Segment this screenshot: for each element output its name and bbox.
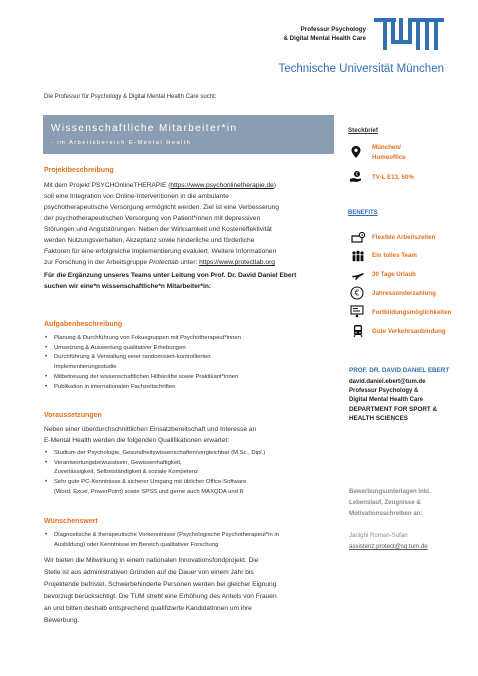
list-item-text: Ausbildung) oder Kenntnisse im Bereich qualitativer Forschung <box>54 541 219 548</box>
wishes-list <box>44 531 336 550</box>
list-item: • Umsetzung & Auswertung qualitativer Erhebungen <box>44 344 336 354</box>
application-contact <box>349 530 428 552</box>
project-line: Mit dem Projekt PSYCHOnlineTHERAPIE (https://www.psychonlinetherapie.de) <box>44 182 276 189</box>
tum-logo <box>374 18 444 50</box>
transit-icon <box>351 324 365 338</box>
closing-line: an und bitten deshalb entsprechend qualifizierte Kandidatinnen um ihre <box>44 605 252 612</box>
list-item <box>44 459 336 478</box>
list-item-text: Implementierungsstudie <box>54 364 117 371</box>
list-item: • Studium der Psychologie, Gesundheitswissenschaften/vergleichbar (M.Sc., Dipl.) <box>44 449 336 459</box>
location-pin-icon <box>349 145 363 159</box>
requirements-list-container <box>44 449 336 498</box>
project-line: Faktoren für eine erfolgreiche Implementierung evaluiert. Weitere Informationen <box>44 248 277 255</box>
position-subtitle: - im Arbeitsbereich E-Mental Health <box>51 140 192 146</box>
contact-block <box>349 378 437 423</box>
svg-text:€: € <box>355 171 359 177</box>
list-item-text: Durchführung & Verwaltung einer randomisiert-kontrollierten <box>54 354 211 361</box>
project-line: soll eine Integration von Online-Interventionen in die ambulante <box>44 193 229 200</box>
flexible-hours-icon <box>351 231 365 245</box>
contact-line2: Digital Mental Health Care <box>349 397 424 403</box>
euro-icon <box>350 286 364 300</box>
requirements-heading: Voraussetzungen <box>44 412 102 419</box>
closing-line: bevorzugt berücksichtigt. Die TUM strebt eine Erhöhung des Anteils von Frauen <box>44 593 277 600</box>
project-heading: Projektbeschreibung <box>44 167 114 174</box>
chair-title-line2: & Digital Mental Health Care <box>283 34 366 42</box>
list-item <box>44 353 336 372</box>
requirements-intro-line2: E-Mental Health werden die folgenden Qualifikationen erwartet: <box>44 437 230 444</box>
requirements-intro-line1: Neben einer überdurchschnittlichen Einsatzbereitschaft und Interesse an <box>44 426 257 433</box>
project-line: der psychotherapeutischen Versorgung von Patient*innen mit depressiven <box>44 215 261 222</box>
tasks-list <box>44 334 336 392</box>
call-line2: suchen wir eine*n wissenschaftliche*n Mitarbeiter*in: <box>44 283 212 290</box>
training-icon <box>350 305 364 319</box>
wishes-list-container <box>44 531 336 550</box>
steckbrief-heading: Steckbrief <box>348 127 378 134</box>
list-item-text: Zuverlässigkeit, Selbstständigkeit & soziale Kompetenz <box>54 469 199 476</box>
project-line: werden Nutzungsverhalten, Akzeptanz sowie hinderliche und förderliche <box>44 237 255 244</box>
project-line: Störungen und Angststörungen. Neben der Wirksamkeit und Kosteneffektivität <box>44 226 272 233</box>
contact-line1: Professur Psychology & <box>349 388 419 394</box>
intro-text: Die Professur für Psychology & Digital Mental Health Care sucht: <box>44 94 217 100</box>
benefit-bonus: Jahressonderzahlung <box>372 290 436 297</box>
wishes-heading: Wünschenswert <box>44 518 98 525</box>
university-name: Technische Universität München <box>278 63 444 75</box>
chair-title <box>283 26 366 43</box>
contact-email[interactable]: david.daniel.ebert@tum.de <box>349 379 426 385</box>
contact-dept1: DEPARTMENT FOR SPORT & <box>349 406 438 413</box>
benefits-heading: BENEFITS <box>348 210 378 216</box>
benefit-vacation: 30 Tage Urlaub <box>372 271 416 278</box>
team-icon <box>351 249 365 263</box>
location-line1: München/ <box>372 144 401 151</box>
closing-line: Wir bieten die Mitwirkung in einem nationalen Innovationsfondprojekt. Die <box>44 557 259 564</box>
list-item-text: Verantwortungsbewusstsein, Gewissenhaftigkeit, <box>54 459 182 466</box>
tasks-heading: Aufgabenbeschreibung <box>44 321 123 328</box>
application-email[interactable]: assistenz.protect@sg.tum.de <box>349 543 428 550</box>
position-title: Wissenschaftliche Mitarbeiter*in <box>51 123 238 134</box>
call-line1: Für die Ergänzung unseres Teams unter Leitung von Prof. Dr. David Daniel Ebert <box>44 272 297 279</box>
benefit-team: Ein tolles Team <box>372 252 417 259</box>
location <box>372 143 406 162</box>
salary-hand-icon <box>349 170 363 184</box>
list-item: • Mitbetreuung der wissenschaftlichen Hilfskräfte sowie Praktikant*innen <box>44 373 336 383</box>
list-item <box>44 531 336 550</box>
application-info <box>349 486 431 519</box>
closing-line: Stelle ist aus administrativen Gründen auf die Dauer von einem Jahr bis <box>44 569 254 576</box>
project-line: psychotherapeutische Versorgung ermöglicht werden. Ziel ist eine Verbesserung <box>44 204 279 211</box>
application-contact-name: Janighi Roman-Sufan <box>349 532 408 539</box>
salary: TV-L E13, 50% <box>372 174 414 181</box>
project-line: zur Forschung in der Arbeitsgruppe Protectlab unter: https://www.protectlab.org <box>44 259 275 266</box>
application-line1: Bewerbungsunterlagen inkl. <box>349 488 431 495</box>
tasks-list-container <box>44 334 336 392</box>
list-item: • Publikation in internationalen Fachzeitschriften <box>44 383 336 393</box>
psychonlinetherapie-link[interactable]: https://www.psychonlinetherapie.de <box>170 182 274 189</box>
list-item-text: Diagnostische & therapeutische Vorkenntnisse (Psychologische Psychotherapeut*in in <box>54 532 279 538</box>
svg-text:€: € <box>354 288 360 298</box>
benefit-flexible-hours: Flexible Arbeitszeiten <box>372 234 436 241</box>
benefit-transit: Gute Verkehrsanbindung <box>372 328 446 335</box>
closing-text <box>44 555 336 627</box>
protectlab-link[interactable]: https://www.protectlab.org <box>199 259 275 266</box>
list-item: • Planung & Durchführung von Fokusgruppen mit Psychotherapeut*innen <box>44 334 336 344</box>
call-text <box>44 270 336 292</box>
requirements-list <box>44 449 336 498</box>
contact-dept2: HEALTH SCIENCES <box>349 415 409 422</box>
closing-line: Projektende befristet. Schwerbehinderte Personen werden bei gleicher Eignung <box>44 581 277 588</box>
list-item <box>44 478 336 497</box>
chair-title-line1: Professur Psychology <box>300 26 366 33</box>
application-line3: Motivationsschreiben an: <box>349 510 423 517</box>
position-banner <box>43 115 334 154</box>
vacation-icon <box>351 268 365 282</box>
contact-name: PROF. DR. DAVID DANIEL EBERT <box>349 367 450 374</box>
benefit-training: Fortbildungsmöglichkeiten <box>372 309 452 316</box>
closing-line: Bewerbung. <box>44 617 80 624</box>
list-item-text: Sehr gute PC-Kenntnisse & sicherer Umgang mit üblicher Office-Software <box>54 479 247 486</box>
location-line2: Homeoffice <box>372 153 406 161</box>
project-description <box>44 180 332 268</box>
requirements-intro <box>44 424 336 446</box>
application-line2: Lebenslauf, Zeugnisse & <box>349 499 421 506</box>
list-item-text: (Word, Excel, PowerPoint) sowie SPSS und gerne auch MAXQDA und R <box>54 488 244 495</box>
